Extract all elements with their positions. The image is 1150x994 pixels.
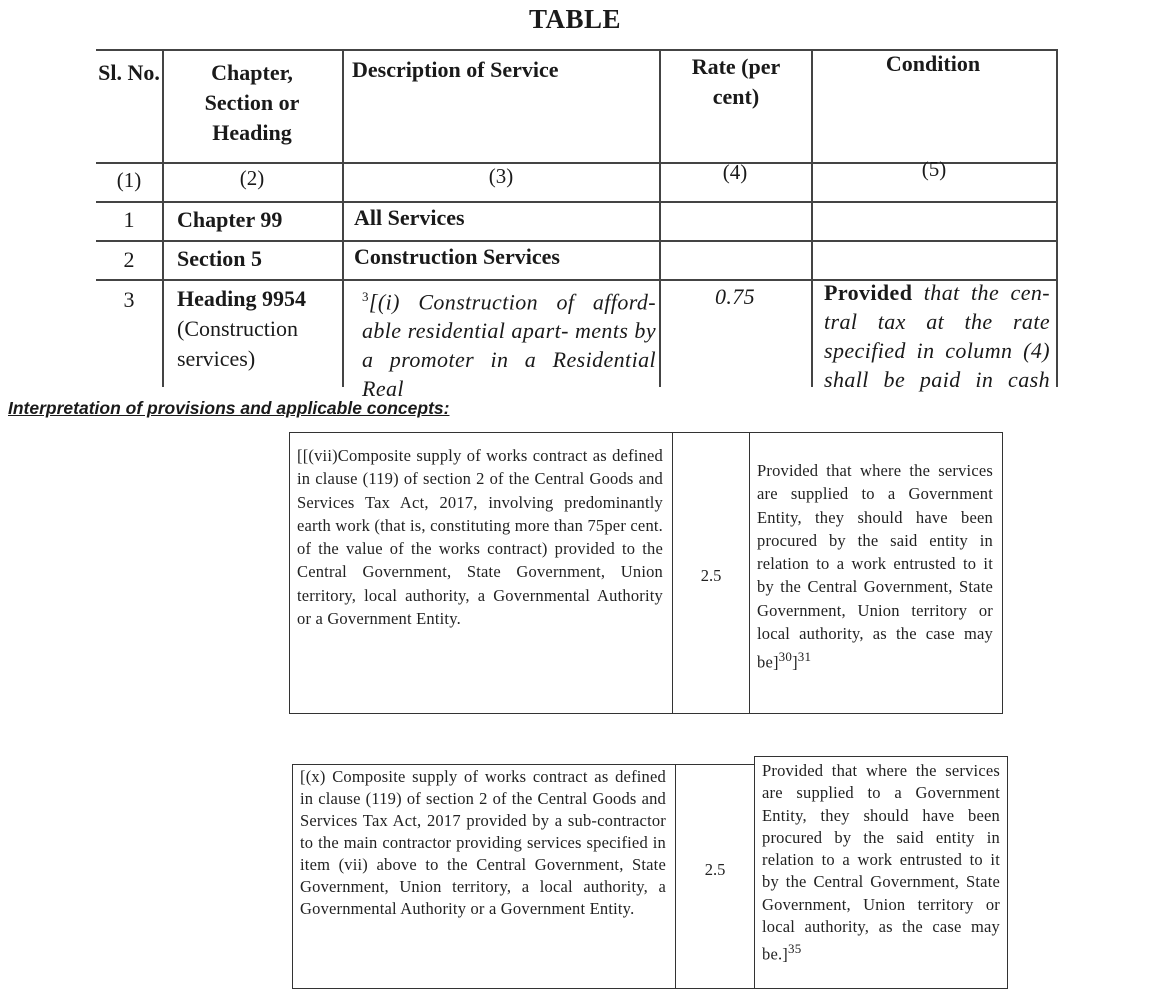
- column-number: (1): [116, 168, 142, 192]
- row-description-clip: [358, 282, 656, 402]
- table-title: TABLE: [528, 4, 622, 34]
- excerpt-description: [[(vii)Composite supply of works contract as defined in clause (119) of section 2 of the Central Goods and Services Tax Act, 2017, involving predominantly earth work (that is, constituting more than 75per cent. of the value of the works contract) provided to the Central Government, State Government, Union territory, local authority, a Governmental Authority or a Government Entity.: [297, 446, 663, 629]
- table-rule: [292, 988, 1008, 989]
- table-rule: [754, 756, 755, 989]
- column-number: (4): [722, 160, 748, 184]
- table-rule: [289, 432, 290, 714]
- excerpt-rate: 2.5: [700, 566, 722, 585]
- header-chapter: Chapter, Section or Heading: [204, 60, 300, 145]
- row-description: Construction Services: [354, 244, 560, 269]
- interpretation-heading: Interpretation of provisions and applicable concepts:: [8, 398, 450, 418]
- excerpt-condition: Provided that where the services are supplied to a Government Entity, they should have been procured by the said entity in relation to a work entrusted to it by the Central Government, State Government, Union territory or local authority, as the case may be]$^{30}$]$^{31}$: [757, 461, 993, 672]
- row-condition-clip: [824, 278, 1050, 392]
- table-rule: [754, 756, 1008, 757]
- table-rule: [1007, 756, 1008, 989]
- row-description: $^3$[(i) Construction of afford- able residential apart- ments by a promoter in a Residential Real: [362, 289, 656, 402]
- footnote-marker: 30: [778, 649, 793, 665]
- footnote-marker: 3: [362, 289, 369, 304]
- excerpt-description: [(x) Composite supply of works contract as defined in clause (119) of section 2 of the Central Goods and Services Tax Act, 2017 provided by a sub-contractor to the main contractor providing services specified in item (vii) above to the Central Government, State Government, Union territory, a local authority, a Governmental Authority or a Government Entity.: [300, 767, 666, 918]
- row-chapter: Chapter 99: [177, 207, 283, 232]
- row-rate: 0.75: [714, 284, 756, 309]
- table-rule: [96, 201, 1058, 203]
- heading-label: (Construction services): [177, 316, 298, 371]
- excerpt-rate: 2.5: [704, 860, 726, 879]
- row-sl-no: 3: [123, 287, 135, 312]
- heading-number: Heading 9954: [177, 286, 306, 311]
- row-sl-no: 1: [123, 207, 135, 232]
- table-rule: [96, 240, 1058, 242]
- table-rule: [659, 49, 661, 387]
- column-number: (5): [921, 157, 947, 181]
- table-rule: [162, 49, 164, 387]
- header-rate: Rate (per cent): [691, 54, 781, 109]
- footnote-marker: 35: [788, 941, 802, 957]
- table-rule: [289, 713, 1003, 714]
- table-rule: [342, 49, 344, 387]
- table-rule: [289, 432, 1003, 433]
- row-chapter: [177, 284, 339, 374]
- table-rule: [749, 432, 750, 714]
- header-condition: Condition: [885, 51, 981, 76]
- column-number: (3): [488, 164, 514, 188]
- header-description: Description of Service: [352, 57, 559, 82]
- table-rule: [1056, 49, 1058, 387]
- table-rule: [292, 764, 293, 989]
- table-rule: [811, 49, 813, 387]
- footnote-marker: 31: [797, 649, 812, 665]
- header-sl-no: Sl. No.: [98, 60, 160, 85]
- row-description: All Services: [354, 205, 465, 230]
- row-chapter: Section 5: [177, 246, 262, 271]
- table-rule: [1002, 432, 1003, 714]
- column-number: (2): [239, 166, 265, 190]
- excerpt-condition: Provided that where the services are supplied to a Government Entity, they should have been procured by the said entity in relation to a work entrusted to it by the Central Government, State Government, Union territory or local authority, as the case may be.]$^{35}$: [762, 761, 1000, 964]
- row-sl-no: 2: [123, 247, 135, 272]
- row-condition: Provided that the cen- tral tax at the rate specified in column (4) shall be paid in cash: [824, 280, 1050, 392]
